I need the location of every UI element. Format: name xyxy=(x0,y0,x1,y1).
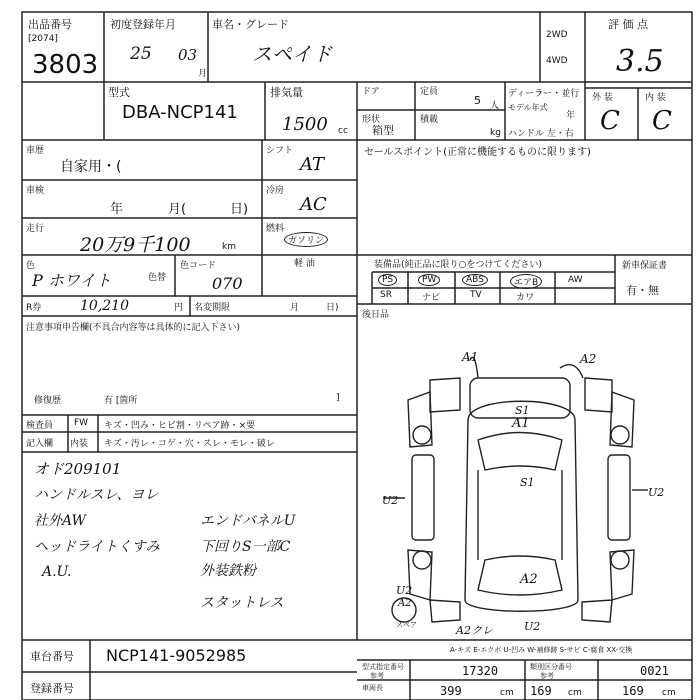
width-unit: cm xyxy=(568,688,582,698)
diag-label-a1: A1 xyxy=(512,416,530,431)
color-label: 色 xyxy=(26,261,36,271)
car-name: スペイド xyxy=(252,42,332,66)
fuel-diesel: 軽 油 xyxy=(294,259,315,269)
diag-label-u2-right: U2 xyxy=(648,486,665,499)
diag-label-u2-bottom: U2 xyxy=(524,620,541,633)
month-unit: 月 xyxy=(198,69,208,79)
name-change-month: 月 xyxy=(290,303,300,313)
model-year-unit: 年 xyxy=(566,111,576,121)
dealer-label: ディーラー・並行 xyxy=(508,89,580,99)
note-right-1: エンドバネルU xyxy=(200,513,296,529)
option-leather: カワ xyxy=(516,293,535,303)
class-ref: 参考 xyxy=(540,672,554,680)
mileage-value: 20万9千100 xyxy=(80,234,191,256)
recycle-label: R券 xyxy=(26,303,42,313)
shaken-label: 車検 xyxy=(26,186,45,196)
option-airbag: エアB xyxy=(510,274,542,289)
option-tv: TV xyxy=(470,290,482,300)
options-label: 装備品(純正品に限り○をつけてください) xyxy=(374,260,542,270)
capacity-value: 5 xyxy=(474,94,481,107)
note-right-2: 下回りS一部C xyxy=(200,539,291,555)
drive-2wd: 2WD xyxy=(546,30,568,40)
recycle-value: 10,210 xyxy=(80,298,129,314)
note-line-2: ハンドルスレ、ヨレ xyxy=(34,487,159,503)
diag-label-a1-top: A1 xyxy=(462,350,479,364)
capacity-label: 定員 xyxy=(420,87,439,97)
score-label: 評 価 点 xyxy=(608,18,648,31)
note-line-3: 社外AW xyxy=(34,513,86,529)
lot-number: 3803 xyxy=(32,50,99,80)
door-label: ドア xyxy=(362,87,380,97)
drive-4wd: 4WD xyxy=(546,56,568,66)
aircon-label: 冷房 xyxy=(266,186,285,196)
capacity-unit: 人 xyxy=(490,101,500,111)
aircon-value: AC xyxy=(300,194,327,215)
note-line-1: オド209101 xyxy=(34,460,122,478)
first-reg-label: 初度登録年月 xyxy=(110,18,176,31)
exterior-label: 外 装 xyxy=(592,93,613,103)
kg-unit: kg xyxy=(490,128,501,138)
diag-spare-label: スペア xyxy=(396,621,417,629)
chassis-number: NCP141-9052985 xyxy=(106,646,247,665)
shaken-year: 年 xyxy=(110,202,124,217)
reg-month: 03 xyxy=(178,46,198,64)
option-abs: ABS xyxy=(462,274,488,286)
handle-label: ハンドル 左・右 xyxy=(508,129,574,139)
sales-point-label: セールスポイント(正常に機能するものに限ります) xyxy=(364,147,591,158)
shape-value: 箱型 xyxy=(372,124,394,137)
name-change-label: 名変期限 xyxy=(194,303,231,313)
length-unit: cm xyxy=(500,688,514,698)
fw-label: FW xyxy=(74,418,89,428)
chassis-label: 車台番号 xyxy=(30,650,74,663)
fuel-gas: ガソリン xyxy=(284,232,328,247)
lot-label: 出品番号 xyxy=(28,18,72,31)
interior-grade: C xyxy=(652,106,672,136)
model-spec-label: 型式指定番号 xyxy=(362,663,404,671)
class-label: 類別区分番号 xyxy=(530,663,572,671)
height-unit: cm xyxy=(662,688,676,698)
length-label: 車両長 xyxy=(362,684,383,692)
warranty-value: 有・無 xyxy=(626,284,659,297)
height-value: 169 xyxy=(622,684,644,698)
color-change-label: 色替 xyxy=(148,273,167,283)
shaken-day: 日) xyxy=(230,202,249,217)
option-pw: PW xyxy=(418,274,440,286)
car-diagram xyxy=(383,357,648,622)
shift-label: シフト xyxy=(266,146,294,156)
color-value: P ホワイト xyxy=(32,271,112,290)
score: 3.5 xyxy=(616,44,664,79)
inspector-label: 検査員 xyxy=(26,421,54,431)
note-line-5: A.U. xyxy=(42,564,72,580)
option-aw: AW xyxy=(568,275,583,285)
color-code: 070 xyxy=(212,274,243,293)
note-line-4: ヘッドライトくすみ xyxy=(34,539,160,555)
note-right-3: 外装鉄粉 xyxy=(200,563,256,579)
history-label: 車歴 xyxy=(26,146,45,156)
cc-unit: cc xyxy=(338,126,348,136)
repair-close: ] xyxy=(336,393,340,403)
model-year-label: モデル年式 xyxy=(508,103,548,112)
warranty-label: 新車保証書 xyxy=(622,261,668,271)
displacement-value: 1500 xyxy=(282,114,328,135)
option-navi: ナビ xyxy=(422,293,441,303)
yen-unit: 円 xyxy=(174,303,184,313)
diag-label-s1-mid: S1 xyxy=(520,476,535,489)
diag-label-u2-spare: U2 xyxy=(396,584,413,597)
reg-number-label: 登録番号 xyxy=(30,682,74,695)
repair-label: 修復歴 xyxy=(34,396,62,406)
interior-label: 内 装 xyxy=(645,93,666,103)
diag-label-s1: S1 xyxy=(515,404,530,417)
history-value: 自家用・( xyxy=(60,159,122,175)
interior-tag: 内装 xyxy=(70,439,89,449)
shift-value: AT xyxy=(300,154,325,175)
option-ps: PS xyxy=(378,274,397,286)
diag-label-u2-left: U2 xyxy=(382,494,399,507)
caution-label: 注意事項申告欄(不具合内容等は具体的に記入下さい) xyxy=(26,323,241,333)
load-label: 積載 xyxy=(420,115,439,125)
lot-code: [2074] xyxy=(28,34,58,44)
length-value: 399 xyxy=(440,684,462,698)
repair-value: 有 [箇所 xyxy=(104,396,138,406)
diag-label-a2kure: A2クレ xyxy=(456,624,493,637)
class-value: 0021 xyxy=(640,664,669,678)
reg-year: 25 xyxy=(130,44,152,64)
model-value: DBA-NCP141 xyxy=(122,102,238,123)
color-code-header: 色コード xyxy=(180,261,217,271)
option-sr: SR xyxy=(380,290,392,300)
mileage-label: 走行 xyxy=(26,224,45,234)
car-name-label: 車名・グレード xyxy=(212,18,289,31)
rear-label: 後日品 xyxy=(362,310,390,320)
name-change-day: 日) xyxy=(326,303,339,313)
exterior-grade: C xyxy=(600,106,620,136)
shape-label: 形状 xyxy=(362,115,381,125)
km-unit: km xyxy=(222,242,236,252)
diag-label-a2-spare: A2 xyxy=(398,598,412,609)
width-value: 169 xyxy=(530,684,552,698)
fw-items: キズ・凹み・ヒビ割・リペア跡・×要 xyxy=(104,421,256,431)
diag-label-a2-top: A2 xyxy=(580,352,597,366)
displacement-label: 排気量 xyxy=(270,86,303,99)
diag-label-a2-rear: A2 xyxy=(520,572,538,587)
entry-label: 記入欄 xyxy=(26,439,54,449)
interior-items: キズ・汚レ・コゲ・穴・スレ・モレ・破レ xyxy=(104,439,275,449)
diag-legend: A-キズ E-エクボ U-凹み W-補修跡 S-サビ C-腐食 XX-交換 xyxy=(450,646,633,654)
fuel-label: 燃料 xyxy=(266,224,285,234)
model-spec-value: 17320 xyxy=(462,664,499,678)
shaken-month: 月( xyxy=(168,202,187,217)
model-label: 型式 xyxy=(108,86,130,99)
model-spec-ref: 参考 xyxy=(370,672,384,680)
note-right-4: スタットレス xyxy=(200,595,284,611)
